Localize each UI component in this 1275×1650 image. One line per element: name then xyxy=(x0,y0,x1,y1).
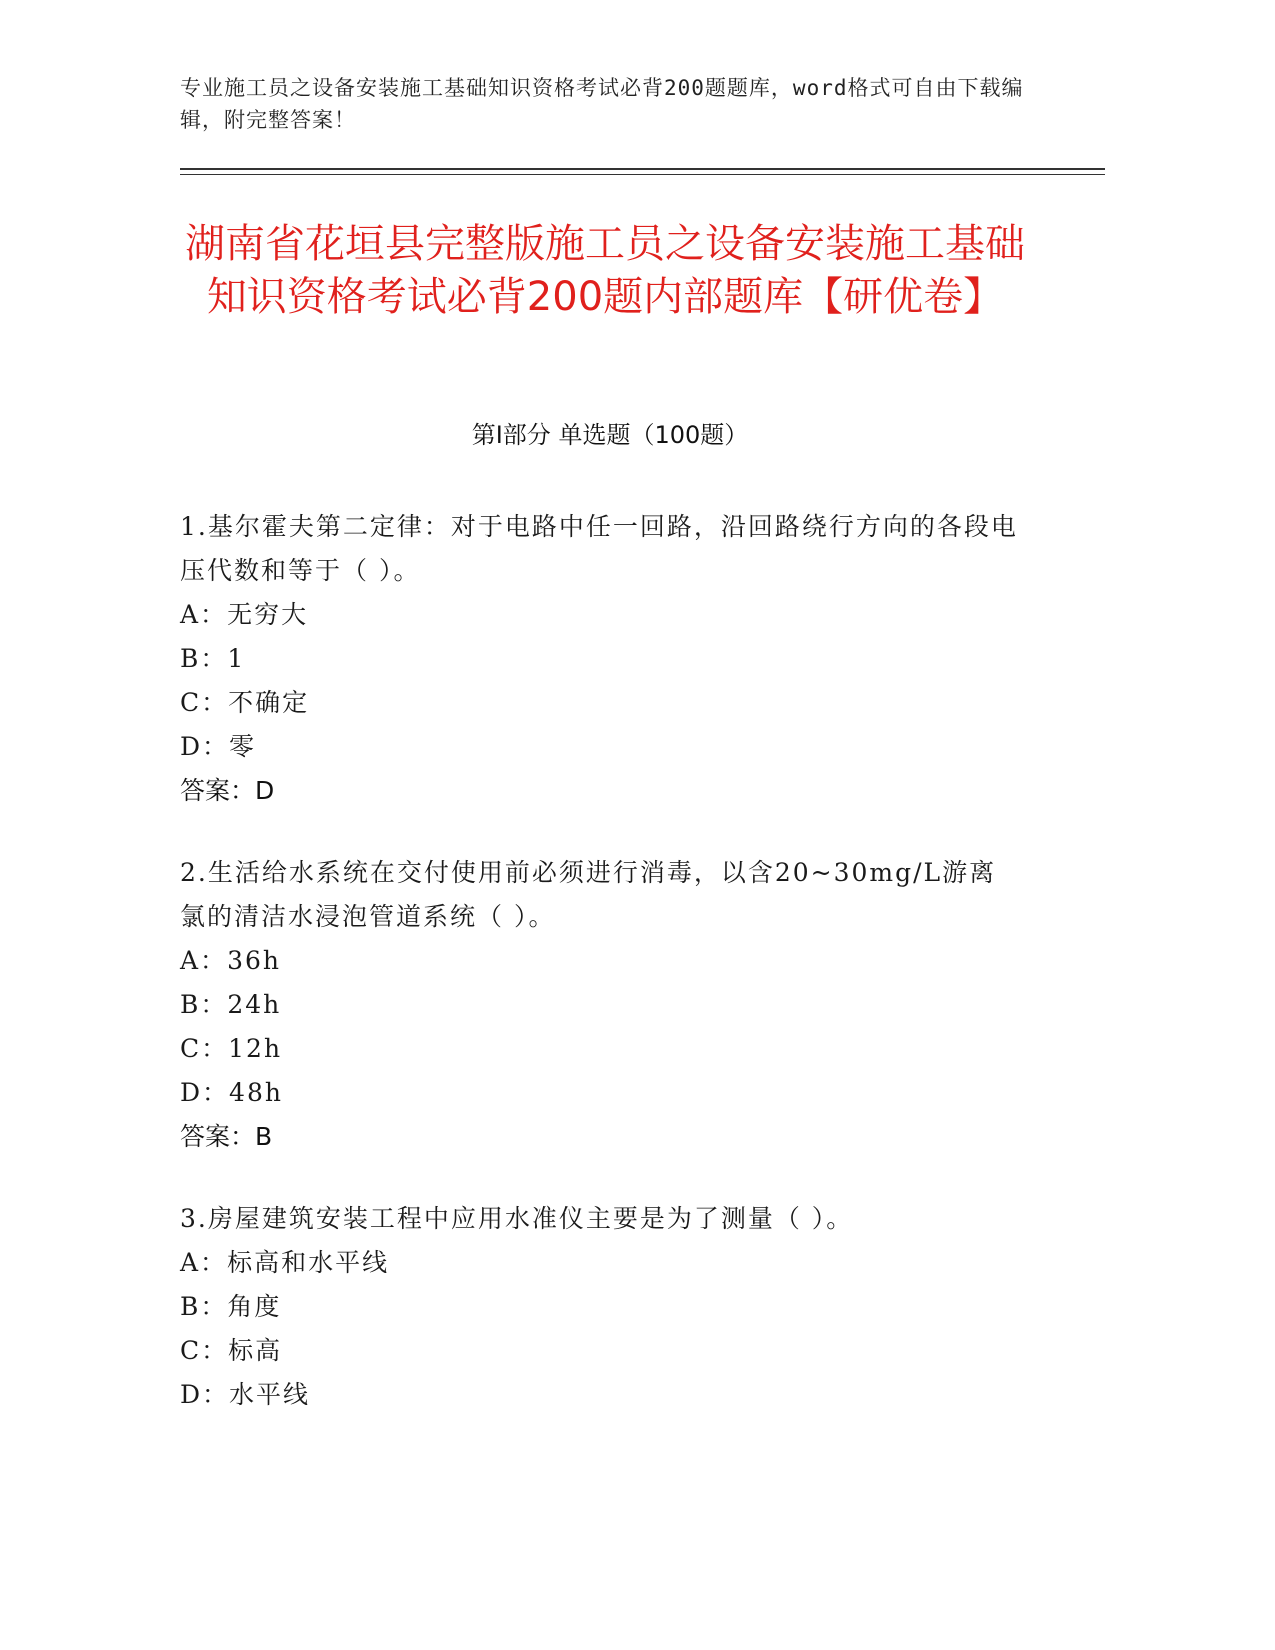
document-title: 湖南省花垣县完整版施工员之设备安装施工基础知识资格考试必背200题内部题库【研优卷】 xyxy=(185,221,1025,320)
question-stem: 2.生活给水系统在交付使用前必须进行消毒，以含20~30mg/L游离氯的清洁水浸泡管道系统（ ）。 xyxy=(180,858,997,931)
option-key: A： xyxy=(180,600,228,629)
question-3 xyxy=(180,1197,1020,1417)
option-c xyxy=(180,1027,1020,1071)
section-heading: 第I部分 单选题（100题） xyxy=(471,421,749,449)
option-a xyxy=(180,593,1020,637)
option-b xyxy=(180,1285,1020,1329)
question-1 xyxy=(180,505,1020,813)
question-stem: 3.房屋建筑安装工程中应用水准仪主要是为了测量（ ）。 xyxy=(180,1204,854,1233)
option-text: 不确定 xyxy=(228,688,310,717)
option-text: 24h xyxy=(227,990,282,1019)
header-note: 专业施工员之设备安装施工基础知识资格考试必背200题题库，word格式可自由下载编辑，附完整答案！ xyxy=(180,76,1024,132)
option-b xyxy=(180,637,1020,681)
option-text: 水平线 xyxy=(229,1380,311,1409)
option-text: 无穷大 xyxy=(227,600,309,629)
option-key: D： xyxy=(180,1078,230,1107)
option-key: B： xyxy=(180,644,228,673)
option-text: 36h xyxy=(227,946,281,975)
option-key: C： xyxy=(180,688,229,717)
option-text: 48h xyxy=(229,1078,283,1107)
option-text: 标高和水平线 xyxy=(227,1248,390,1277)
option-a xyxy=(180,1241,1020,1285)
option-key: B： xyxy=(180,1292,228,1321)
option-c xyxy=(180,1329,1020,1373)
option-key: A： xyxy=(180,946,228,975)
question-stem: 1.基尔霍夫第二定律：对于电路中任一回路，沿回路绕行方向的各段电压代数和等于（ ）。 xyxy=(180,512,1018,585)
question-list xyxy=(180,505,1020,1455)
answer-line: 答案：B xyxy=(180,1122,273,1151)
header-divider xyxy=(180,168,1105,170)
option-text: 零 xyxy=(229,732,257,761)
option-text: 1 xyxy=(227,644,246,673)
option-a xyxy=(180,939,1020,983)
option-d xyxy=(180,1373,1020,1417)
option-key: B： xyxy=(180,990,228,1019)
option-text: 角度 xyxy=(227,1292,282,1321)
option-text: 12h xyxy=(228,1034,283,1063)
option-text: 标高 xyxy=(228,1336,283,1365)
option-key: D： xyxy=(180,732,230,761)
option-key: D： xyxy=(180,1380,230,1409)
option-d xyxy=(180,1071,1020,1115)
option-c xyxy=(180,681,1020,725)
option-d xyxy=(180,725,1020,769)
option-key: C： xyxy=(180,1034,229,1063)
question-2 xyxy=(180,851,1020,1159)
option-b xyxy=(180,983,1020,1027)
option-key: C： xyxy=(180,1336,229,1365)
answer-line: 答案：D xyxy=(180,776,275,805)
header-divider-thin xyxy=(180,174,1105,175)
option-key: A： xyxy=(180,1248,228,1277)
